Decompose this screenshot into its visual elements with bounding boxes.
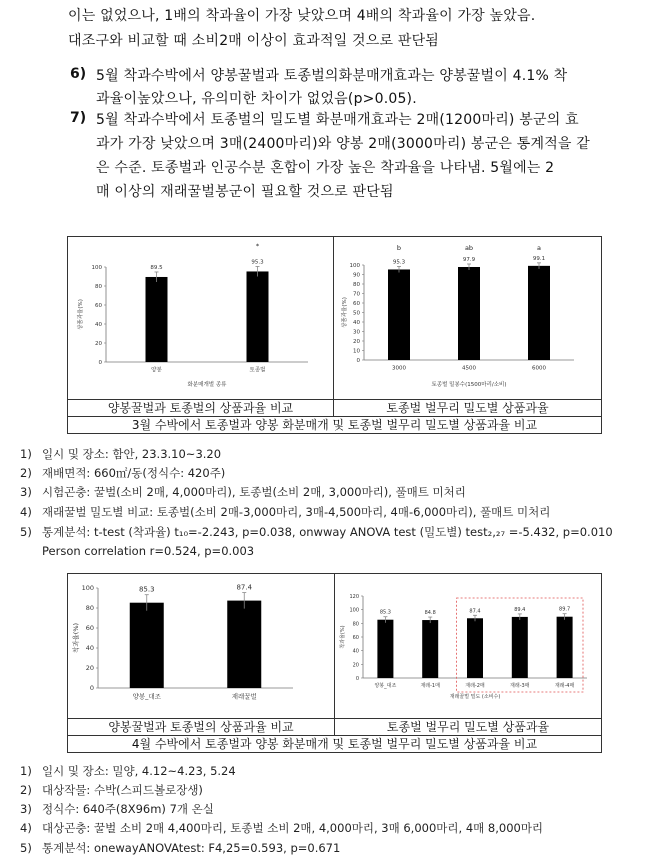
list2-item-1: 1) 일시 및 장소: 밀양, 4.12~4.23, 5.24 [20, 764, 236, 778]
data-label: 89.5 [150, 264, 163, 271]
y-tick-label: 100 [81, 584, 94, 592]
item-6-line-2: 과율이높았으나, 유의미한 차이가 없었음(p>0.05). [96, 91, 417, 107]
category-label: 토종벌 [249, 367, 266, 374]
y-tick-label: 20 [95, 341, 102, 347]
category-label: 재래-1매 [420, 683, 440, 689]
figure-1 [67, 236, 602, 434]
y-tick-label: 10 [353, 348, 360, 355]
fig2-caption-left: 양봉꿀벌과 토종벌의 상품과율 비교 [68, 719, 335, 736]
y-tick-label: 80 [95, 284, 102, 290]
y-tick-label: 20 [353, 339, 360, 345]
y-tick-label: 80 [353, 282, 360, 288]
significance-letter: ab [464, 244, 474, 252]
list1-item-4: 4) 재래꿀벌 밀도별 비교: 토종벌(소비 2매-3,000마리, 3매-4,500마리, 4매-6,000마리), 풀매트 미처리 [20, 505, 551, 519]
y-tick-label: 20 [352, 662, 359, 669]
category-label: 재래-2매 [465, 683, 485, 689]
y-tick-label: 100 [349, 607, 359, 614]
x-axis-label: 화분매개벌 종류 [187, 382, 227, 388]
fig1-caption-right: 토종벌 벌무리 밀도별 상품과율 [334, 400, 602, 417]
data-label: 89.7 [559, 606, 571, 613]
data-label: 95.3 [251, 259, 264, 266]
fig2-caption-main: 4월 수박에서 토종벌과 양봉 화분매개 및 토종벌 벌무리 밀도별 상품과율 비교 [68, 736, 602, 753]
y-tick-label: 120 [349, 594, 359, 600]
y-tick-label: 30 [353, 329, 360, 336]
chart-2-species [68, 574, 334, 714]
item-6-number: 6) [70, 66, 87, 82]
category-label: 재래-4매 [554, 683, 575, 689]
category-label: 양봉_대조 [374, 683, 397, 689]
y-tick-label: 20 [85, 664, 94, 672]
category-label: 재래꿀벌 [231, 692, 257, 701]
data-label: 95.3 [392, 259, 406, 266]
y-axis-label: 착과율(%) [340, 625, 346, 649]
list1-item-2: 2) 재배면적: 660㎡/동(정식수: 420주) [20, 466, 226, 480]
intro-line-1: 이는 없었으나, 1배의 착과율이 가장 낮았으며 4배의 착과율이 가장 높았음. [68, 8, 536, 24]
category-label: 3000 [392, 365, 406, 372]
list2-item-5: 5) 통계분석: onewayANOVAtest: F4,25=0.593, p=0.671 [20, 841, 341, 855]
y-tick-label: 40 [95, 322, 102, 328]
category-label: 4500 [462, 365, 476, 372]
fig1-caption-main: 3월 수박에서 토종벌과 양봉 화분매개 및 토종벌 벌무리 밀도별 상품과율 비교 [68, 417, 602, 434]
list1-item-1: 1) 일시 및 장소: 함안, 23.3.10~3.20 [20, 447, 222, 461]
y-axis-label: 상품과율(%) [78, 299, 84, 330]
bar [467, 618, 483, 678]
data-label: 87.4 [469, 608, 481, 615]
y-tick-label: 100 [349, 263, 360, 269]
data-label: 89.4 [514, 606, 526, 613]
chart-2-density [335, 574, 601, 714]
y-tick-label: 80 [85, 604, 94, 612]
category-label: 6000 [532, 365, 546, 372]
y-tick-label: 60 [95, 303, 102, 309]
bar [377, 620, 393, 678]
bar [247, 271, 269, 362]
chart-1-density [334, 237, 601, 395]
data-label: 87.4 [236, 583, 253, 592]
bar [146, 277, 168, 362]
data-label: 85.3 [379, 609, 391, 616]
data-label: 84.8 [424, 610, 436, 617]
list1-item-3: 3) 시험곤충: 꿀벌(소비 2매, 4,000마리), 토종벌(소비 2매, 3,000마리), 풀매트 미처리 [20, 485, 466, 499]
y-tick-label: 40 [353, 320, 360, 326]
data-label: 99.1 [532, 255, 546, 262]
y-tick-label: 40 [85, 644, 94, 652]
item-7-line-2: 과가 가장 낮았으며 3매(2400마리)와 양봉 2매(3000마리) 봉군은 통계적을 같 [96, 136, 591, 152]
significance-letter: * [255, 242, 260, 250]
list2-item-2: 2) 대상작물: 수박(스피드볼로장생) [20, 783, 203, 797]
x-axis-label: 토종벌 밀봉수(1500마리/소비) [431, 382, 507, 388]
bar [557, 617, 573, 678]
item-7-line-4: 매 이상의 재래꿀벌봉군이 필요할 것으로 판단됨 [96, 184, 394, 200]
y-tick-label: 90 [353, 272, 360, 279]
intro-line-2: 대조구와 비교할 때 소비2매 이상이 효과적일 것으로 판단됨 [68, 33, 440, 49]
y-tick-label: 60 [85, 624, 94, 632]
y-tick-label: 40 [352, 648, 359, 655]
y-axis-label: 상품과율(%) [342, 297, 348, 328]
list2-item-4: 4) 대상곤충: 꿀벌 소비 2매 4,400마리, 토종벌 소비 2매, 4,000마리, 3매 6,000마리, 4매 8,000마리 [20, 821, 544, 835]
bar [227, 601, 261, 688]
item-6-line-1: 5월 착과수박에서 양봉꿀벌과 토종벌의화분매개효과는 양봉꿀벌이 4.1% 착 [96, 68, 568, 84]
y-tick-label: 100 [91, 265, 102, 271]
bar [458, 267, 480, 360]
item-7-line-3: 은 수준. 토종벌과 인공수분 혼합이 가장 높은 착과율을 나타냄. 5월에는 2 [96, 160, 555, 176]
y-tick-label: 60 [353, 301, 360, 307]
significance-letter: a [537, 244, 541, 252]
category-label: 양봉 [151, 367, 162, 374]
y-tick-label: 50 [353, 310, 360, 317]
item-7-number: 7) [70, 110, 87, 126]
y-tick-label: 60 [352, 635, 359, 641]
fig2-caption-right: 토종벌 벌무리 밀도별 상품과율 [335, 719, 602, 736]
bar [528, 266, 550, 360]
figure-2 [67, 573, 602, 753]
list1-item-5: 5) 통계분석: t-test (착과율) t₁₀=-2.243, p=0.038, onwway ANOVA test (밀도별) test₂,₂₇ =-5.432, p=0.010 [20, 525, 613, 539]
y-tick-label: 80 [352, 621, 359, 628]
significance-letter: b [396, 244, 402, 252]
y-tick-label: 0 [98, 360, 102, 366]
data-label: 85.3 [138, 585, 155, 594]
y-tick-label: 0 [355, 676, 359, 682]
list1-item-6: Person correlation r=0.524, p=0.003 [42, 544, 255, 558]
x-axis-label: 재래꿀벌 밀도 (소비수) [449, 694, 501, 700]
y-tick-label: 0 [89, 684, 94, 692]
bar [512, 617, 528, 678]
fig1-caption-left: 양봉꿀벌과 토종벌의 상품과율 비교 [68, 400, 334, 417]
y-tick-label: 70 [353, 291, 360, 298]
bar [130, 603, 164, 688]
category-label: 재래-3매 [510, 683, 530, 689]
y-axis-label: 착과율(%) [72, 622, 80, 654]
y-tick-label: 0 [356, 358, 360, 364]
chart-1-species [68, 237, 333, 395]
list2-item-3: 3) 정식수: 640주(8X96m) 7개 온실 [20, 802, 214, 816]
bar [388, 269, 410, 360]
item-7-line-1: 5월 착과수박에서 토종벌의 밀도별 화분매개효과는 2매(1200마리) 봉군의 효 [96, 112, 579, 128]
bar [422, 620, 438, 678]
category-label: 양봉_대조 [132, 692, 161, 701]
data-label: 97.9 [462, 256, 476, 263]
